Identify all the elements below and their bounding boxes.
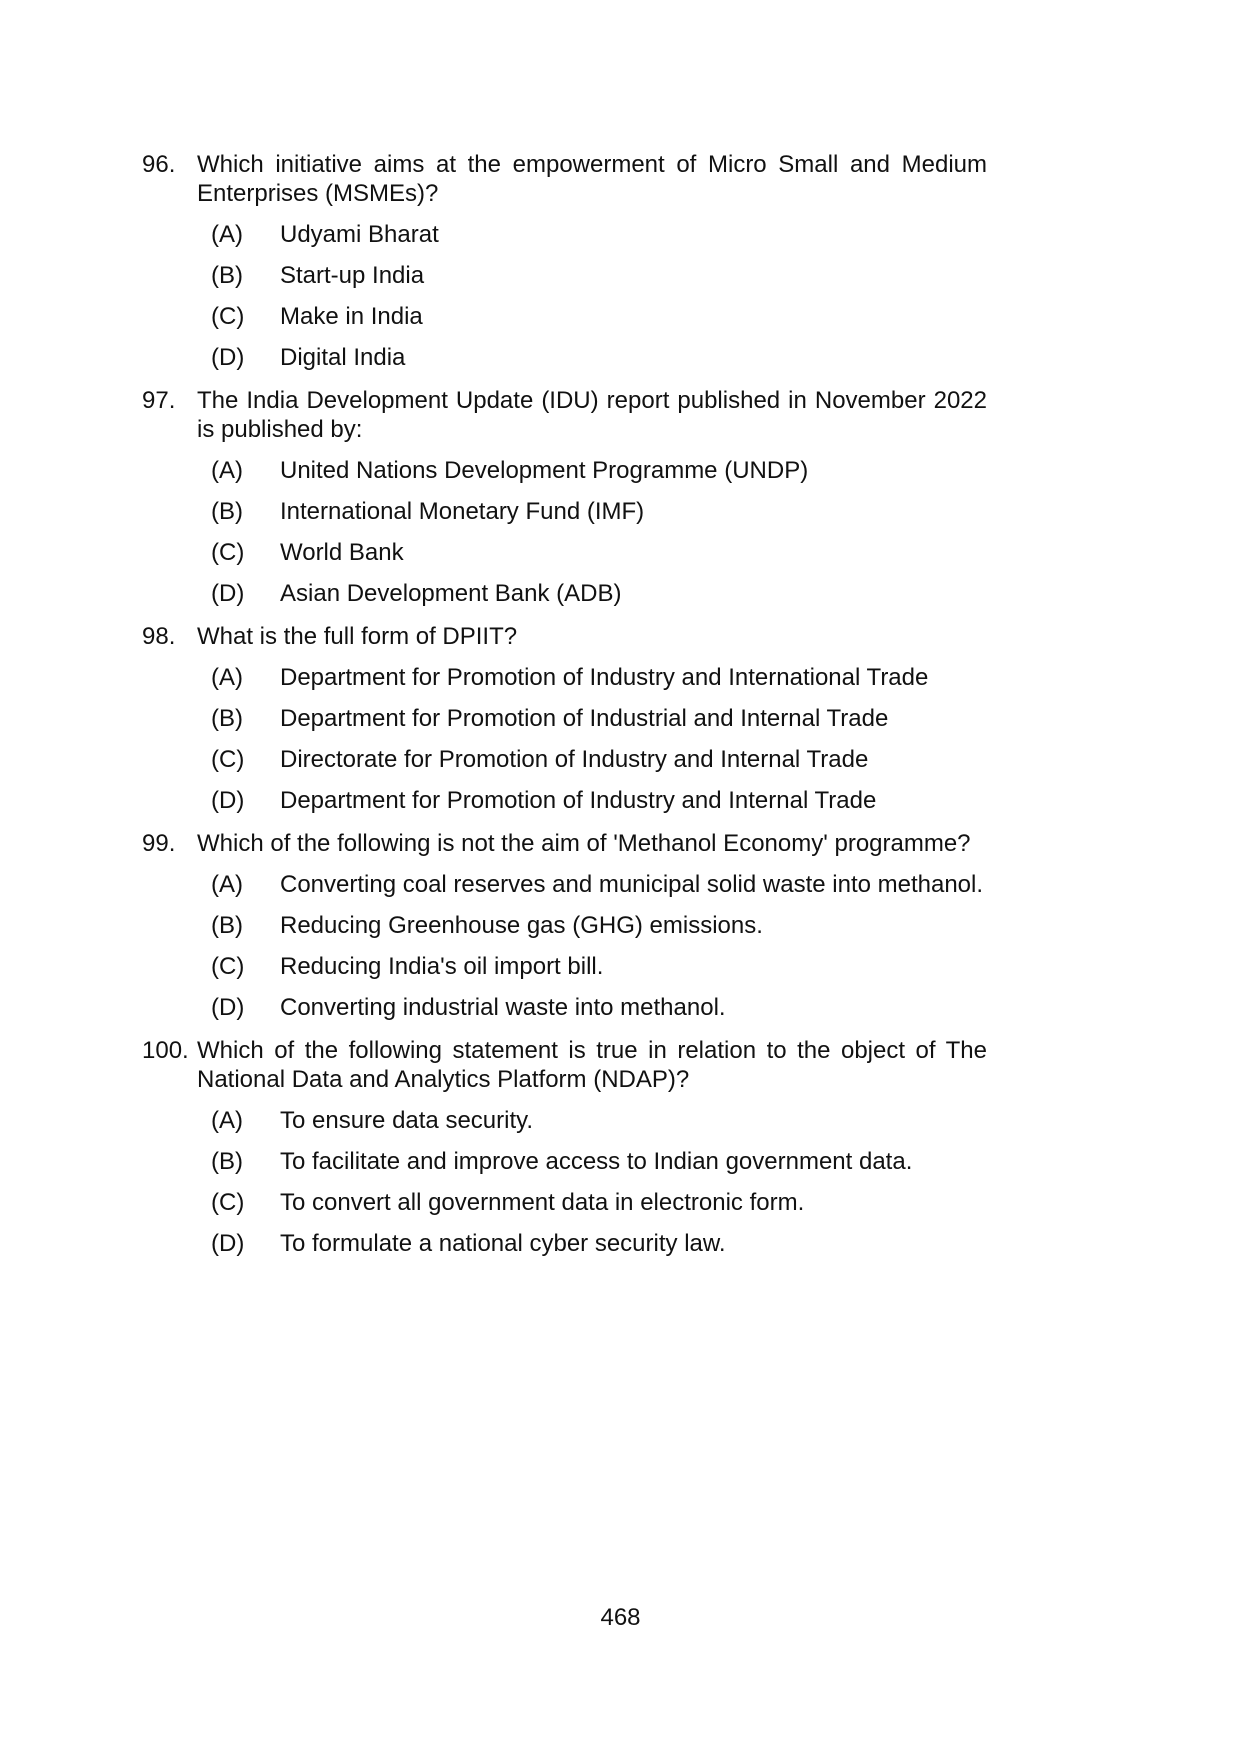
- option: [211, 663, 987, 692]
- option: [211, 952, 987, 981]
- option-letter: (D): [211, 994, 245, 1021]
- option-letter: (D): [211, 344, 245, 371]
- option-letter: (D): [211, 787, 245, 814]
- option-text: To formulate a national cyber security law.: [280, 1230, 726, 1257]
- option-letter: (A): [211, 664, 243, 691]
- option-letter: (C): [211, 303, 245, 330]
- option: [211, 870, 987, 899]
- option-list: [211, 663, 987, 815]
- question-text: What is the full form of DPIIT?: [197, 623, 518, 650]
- option: [211, 261, 987, 290]
- question: [142, 150, 987, 372]
- option-text: World Bank: [280, 539, 404, 566]
- page-number: 468: [600, 1604, 641, 1631]
- option-letter: (A): [211, 871, 243, 898]
- option-text: Converting coal reserves and municipal solid waste into methanol.: [280, 871, 984, 898]
- question-number: 98.: [142, 623, 176, 650]
- option-letter: (B): [211, 498, 243, 525]
- option-text: Reducing India's oil import bill.: [280, 953, 604, 980]
- option-text: Start-up India: [280, 262, 425, 289]
- option: [211, 302, 987, 331]
- option: [211, 1147, 987, 1176]
- option-text: Asian Development Bank (ADB): [280, 580, 622, 607]
- question-list: [142, 150, 987, 1258]
- question-text: Which of the following statement is true in relation to the object of The National Data and Analytics Platform (NDAP)?: [197, 1037, 987, 1093]
- option-text: Directorate for Promotion of Industry and Internal Trade: [280, 746, 869, 773]
- option-text: Digital India: [280, 344, 406, 371]
- option-text: Udyami Bharat: [280, 221, 439, 248]
- option-text: United Nations Development Programme (UNDP): [280, 457, 809, 484]
- question: [142, 1036, 987, 1258]
- option: [211, 1229, 987, 1258]
- option-letter: (B): [211, 705, 243, 732]
- option-letter: (C): [211, 746, 245, 773]
- question: [142, 622, 987, 815]
- option-list: [211, 456, 987, 608]
- option-list: [211, 1106, 987, 1258]
- option: [211, 1106, 987, 1135]
- option-list: [211, 220, 987, 372]
- option: [211, 220, 987, 249]
- option-text: Department for Promotion of Industry and International Trade: [280, 664, 929, 691]
- option-text: Department for Promotion of Industrial and Internal Trade: [280, 705, 889, 732]
- option-letter: (A): [211, 457, 243, 484]
- option: [211, 704, 987, 733]
- option: [211, 538, 987, 567]
- question: [142, 386, 987, 608]
- option: [211, 1188, 987, 1217]
- option-letter: (D): [211, 580, 245, 607]
- option: [211, 993, 987, 1022]
- option-letter: (B): [211, 912, 243, 939]
- question-text: Which initiative aims at the empowerment of Micro Small and Medium Enterprises (MSMEs)?: [197, 151, 987, 207]
- option-letter: (C): [211, 1189, 245, 1216]
- option: [211, 579, 987, 608]
- option-letter: (D): [211, 1230, 245, 1257]
- option-text: International Monetary Fund (IMF): [280, 498, 645, 525]
- question-number: 100.: [142, 1037, 189, 1064]
- option: [211, 343, 987, 372]
- option-letter: (C): [211, 539, 245, 566]
- question-text: Which of the following is not the aim of 'Methanol Economy' programme?: [197, 830, 971, 857]
- option-text: To ensure data security.: [280, 1107, 534, 1134]
- option-text: Department for Promotion of Industry and Internal Trade: [280, 787, 877, 814]
- question-number: 97.: [142, 387, 176, 414]
- option-text: Reducing Greenhouse gas (GHG) emissions.: [280, 912, 763, 939]
- question-number: 99.: [142, 830, 176, 857]
- option: [211, 786, 987, 815]
- option-text: To facilitate and improve access to Indian government data.: [280, 1148, 913, 1175]
- option-letter: (A): [211, 221, 243, 248]
- option-letter: (B): [211, 262, 243, 289]
- option-letter: (C): [211, 953, 245, 980]
- question: [142, 829, 987, 1022]
- option: [211, 745, 987, 774]
- option-letter: (B): [211, 1148, 243, 1175]
- question-number: 96.: [142, 151, 176, 178]
- question-text: The India Development Update (IDU) report published in November 2022 is published by:: [197, 387, 987, 443]
- option-letter: (A): [211, 1107, 243, 1134]
- option: [211, 911, 987, 940]
- option: [211, 497, 987, 526]
- option-text: Converting industrial waste into methanol.: [280, 994, 726, 1021]
- option-text: To convert all government data in electronic form.: [280, 1189, 805, 1216]
- option: [211, 456, 987, 485]
- option-list: [211, 870, 987, 1022]
- option-text: Make in India: [280, 303, 423, 330]
